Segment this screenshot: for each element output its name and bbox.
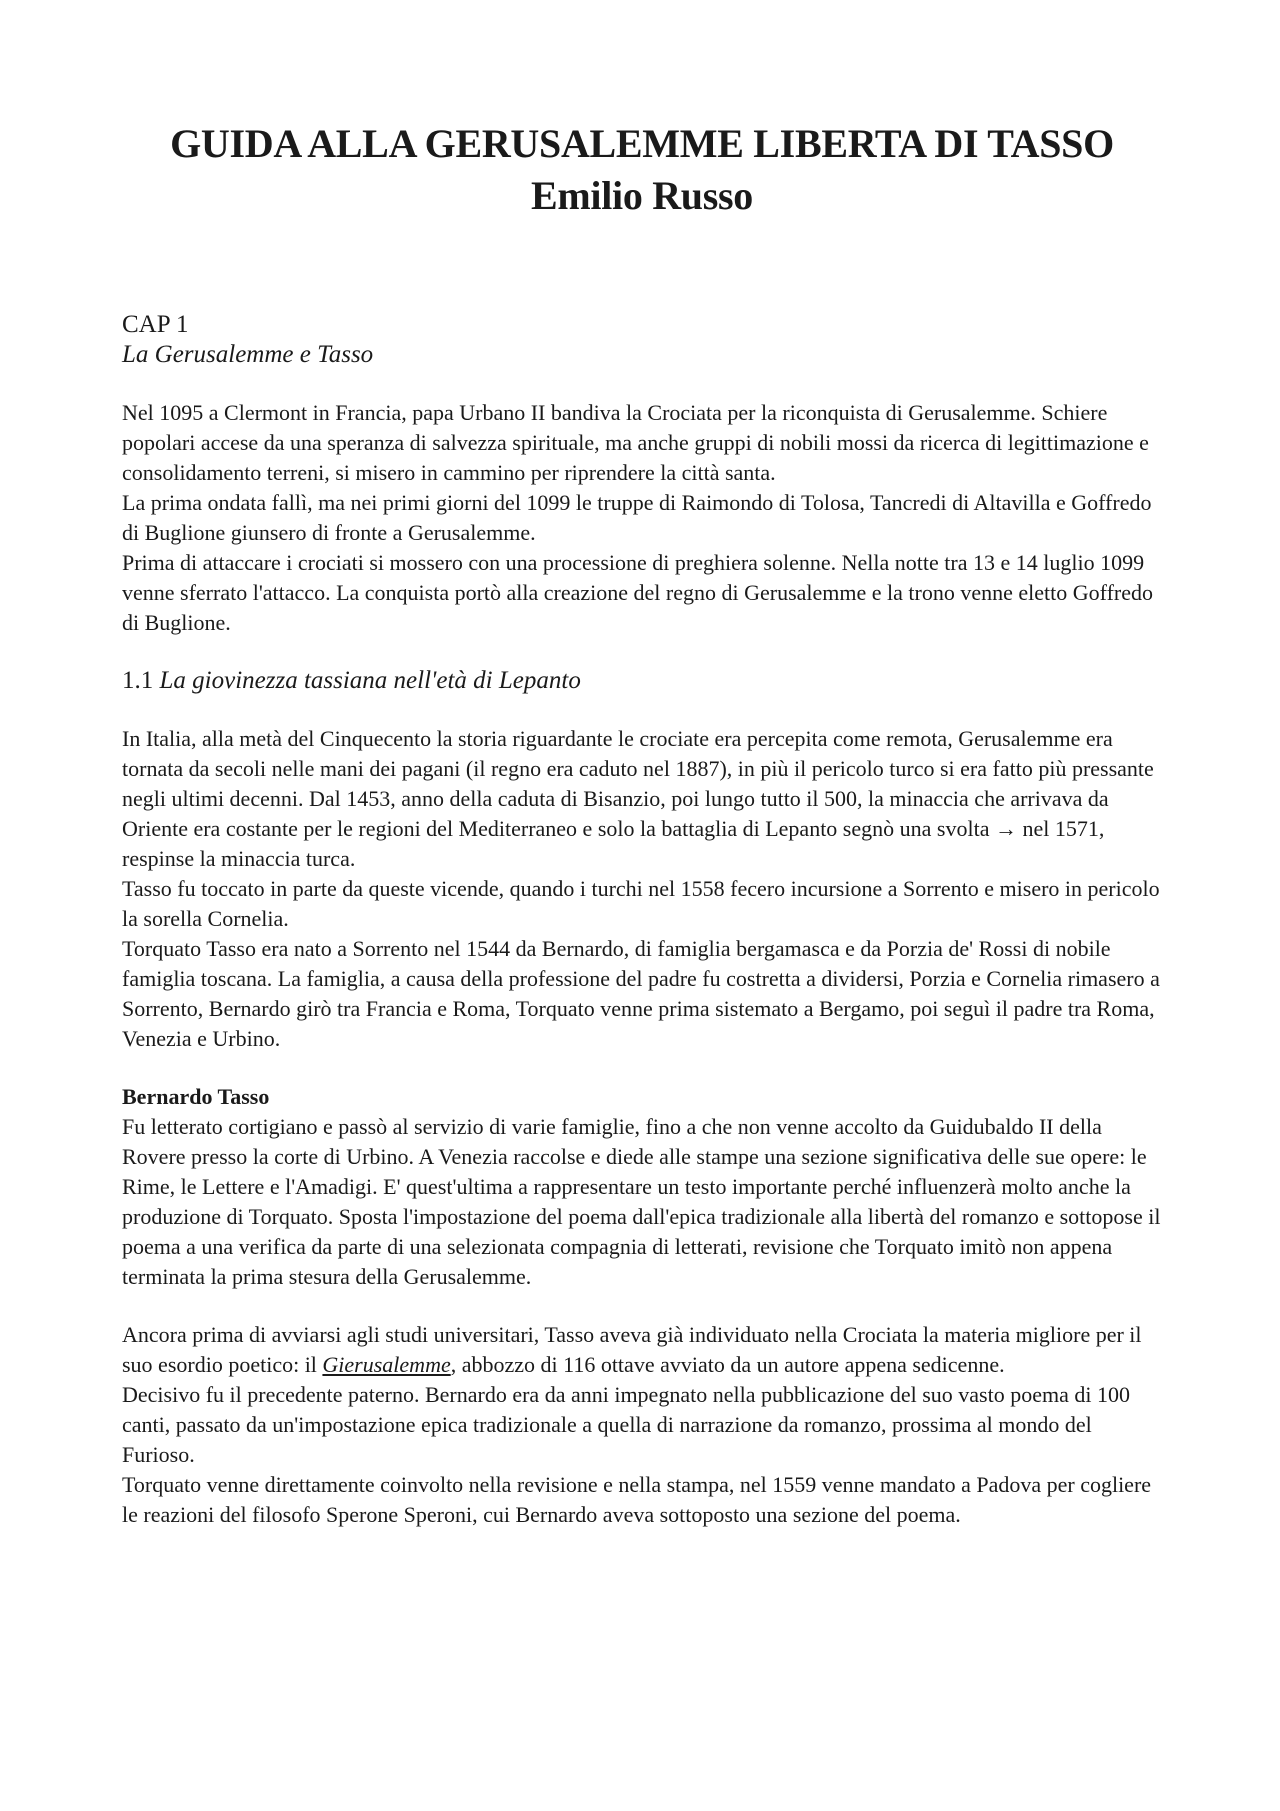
title-line-author: Emilio Russo — [530, 173, 753, 218]
document-title — [122, 118, 1162, 222]
chapter-label: CAP 1 — [122, 311, 189, 338]
paragraph: In Italia, alla metà del Cinquecento la storia riguardante le crociate era percepita come remota, Gerusalemme era tornata da secoli nelle mani dei pagani (il regno era caduto nel 1887), in più il pericolo turco si era fatto più pressante negli ultimi decenni. Dal 1453, anno della caduta di Bisanzio, poi lungo tutto il 500, la minaccia che arrivava da Oriente era costante per le regioni del Mediterraneo e solo la battaglia di Lepanto segnò una svolta → nel 1571, respinse la minaccia turca. — [122, 726, 1154, 871]
paragraph: Fu letterato cortigiano e passò al servizio di varie famiglie, fino a che non venne accolto da Guidubaldo II della Rovere presso la corte di Urbino. A Venezia raccolse e diede alle stampe una sezione significativa delle sue opere: le Rime, le Lettere e l'Amadigi. E' quest'ultima a rappresentare un testo importante perché influenzerà molto anche la produzione di Torquato. Sposta l'impostazione del poema dall'epica tradizionale alla libertà del romanzo e sottopose il poema a una verifica da parte di una selezionata compagnia di letterati, revisione che Torquato imitò non appena terminata la prima stesura della Gerusalemme. — [122, 1114, 1161, 1289]
paragraph: Nel 1095 a Clermont in Francia, papa Urbano II bandiva la Crociata per la riconquista di Gerusalemme. Schiere popolari accese da una speranza di salvezza spirituale, ma anche gruppi di nobili mossi da ricerca di legittimazione e consolidamento terreni, si misero in cammino per riprendere la città santa. — [122, 400, 1149, 485]
paragraph: Prima di attaccare i crociati si mossero con una processione di preghiera solenne. Nella notte tra 13 e 14 luglio 1099 venne sferrato l'attacco. La conquista portò alla creazione del regno di Gerusalemme e la trono venne eletto Goffredo di Buglione. — [122, 550, 1154, 635]
intro-text-before: Ancora prima di avviarsi agli studi universitari, Tasso aveva già individuato nella Crociata la materia migliore per il suo esordio poetico: il — [122, 1322, 1142, 1377]
paragraph: Tasso fu toccato in parte da queste vicende, quando i turchi nel 1558 fecero incursione a Sorrento e misero in pericolo la sorella Cornelia. — [122, 876, 1160, 931]
section-number: 1.1 — [122, 667, 154, 694]
work-title: Gierusalemme — [322, 1352, 451, 1377]
section-body — [122, 724, 1162, 1054]
title-line-main: GUIDA ALLA GERUSALEMME LIBERTA DI TASSO — [170, 121, 1114, 166]
section-title: La giovinezza tassiana nell'età di Lepanto — [159, 667, 581, 694]
section-heading — [122, 666, 1162, 696]
paragraph: La prima ondata fallì, ma nei primi giorni del 1099 le truppe di Raimondo di Tolosa, Tancredi di Altavilla e Goffredo di Buglione giunsero di fronte a Gerusalemme. — [122, 490, 1152, 545]
intro-text-after: , abbozzo di 116 ottave avviato da un autore appena sedicenne. — [450, 1352, 1005, 1377]
paragraph: Decisivo fu il precedente paterno. Bernardo era da anni impegnato nella pubblicazione del suo vasto poema di 100 canti, passato da un'impostazione epica tradizionale a quella di narrazione da romanzo, prossima al mondo del Furioso. — [122, 1382, 1130, 1467]
subheading-bernardo: Bernardo Tasso — [122, 1084, 270, 1109]
paragraph: Torquato Tasso era nato a Sorrento nel 1544 da Bernardo, di famiglia bergamasca e da Porzia de' Rossi di nobile famiglia toscana. La famiglia, a causa della professione del padre fu costretta a dividersi, Porzia e Cornelia rimasero a Sorrento, Bernardo girò tra Francia e Roma, Torquato venne prima sistemato a Bergamo, poi seguì il padre tra Roma, Venezia e Urbino. — [122, 936, 1160, 1051]
document-page — [122, 118, 1162, 1530]
paragraph — [122, 1320, 1162, 1380]
closing-section — [122, 1320, 1162, 1530]
chapter-title: La Gerusalemme e Tasso — [122, 341, 374, 368]
paragraph: Torquato venne direttamente coinvolto nella revisione e nella stampa, nel 1559 venne mandato a Padova per cogliere le reazioni del filosofo Sperone Speroni, cui Bernardo aveva sottoposto una sezione del poema. — [122, 1472, 1152, 1527]
chapter-intro — [122, 398, 1162, 638]
